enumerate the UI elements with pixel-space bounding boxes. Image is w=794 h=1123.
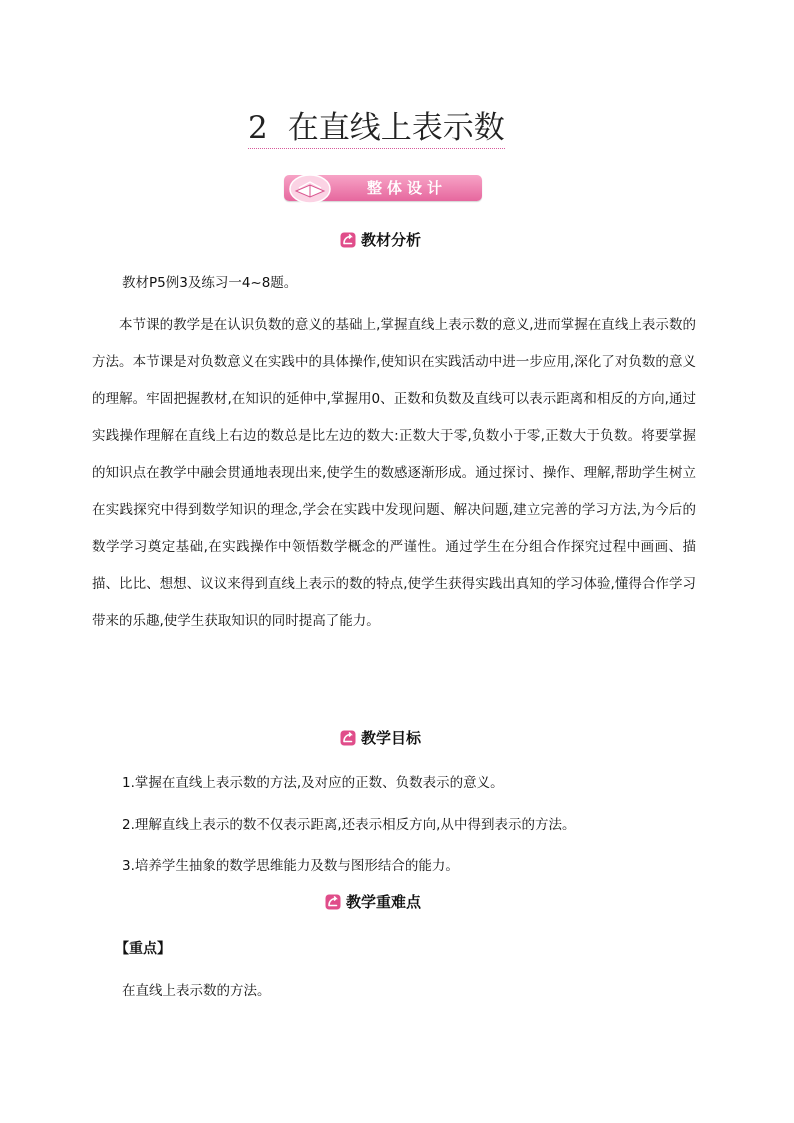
section-heading-text: 教材分析 — [361, 231, 422, 249]
lesson-title: 在直线上表示数 — [287, 110, 505, 146]
section-heading-analysis — [340, 229, 421, 251]
section-heading-objectives — [340, 727, 421, 749]
open-book-icon — [288, 172, 332, 204]
section-heading-text: 教学重难点 — [346, 893, 422, 911]
objective-item: 3.培养学生抽象的数学思维能力及数与图形结合的能力。 — [122, 858, 459, 874]
objective-item: 1.掌握在直线上表示数的方法,及对应的正数、负数表示的意义。 — [122, 775, 504, 791]
arrow-badge-icon — [340, 232, 356, 248]
lesson-number: 2 — [248, 110, 268, 146]
key-point-content: 在直线上表示数的方法。 — [122, 983, 271, 999]
objective-item: 2.理解直线上表示的数不仅表示距离,还表示相反方向,从中得到表示的方法。 — [122, 817, 576, 833]
banner-label: 整体设计 — [366, 179, 447, 197]
arrow-badge-icon — [340, 730, 356, 746]
page-title — [248, 108, 505, 149]
analysis-paragraph: 本节课的教学是在认识负数的意义的基础上,掌握直线上表示数的意义,进而掌握在直线上表示数的方法。本节课是对负数意义在实践中的具体操作,使知识在实践活动中进一步应用,深化了对负数的意义的理解。牢固把握教材,在知识的延伸中,掌握用0、正数和负数及直线可以表示距离和相反的方向,通过实践操作理解在直线上右边的数总是比左边的数大:正数大于零,负数小于零,正数大于负数。将要掌握的知识点在教学中融会贯通地表现出来,使学生的数感逐渐形成。通过探讨、操作、理解,帮助学生树立在实践探究中得到数学知识的理念,学会在实践中发现问题、解决问题,建立完善的学习方法,为今后的数学学习奠定基础,在实践操作中领悟数学概念的严谨性。通过学生在分组合作探究过程中画画、描描、比比、想想、议议来得到直线上表示的数的特点,使学生获得实践出真知的学习体验,懂得合作学习带来的乐趣,使学生获取知识的同时提高了能力。 — [92, 317, 696, 629]
section-heading-key-points — [325, 891, 421, 913]
key-point-label: 【重点】 — [115, 941, 171, 957]
material-reference: 教材P5例3及练习一4~8题。 — [122, 275, 298, 291]
arrow-badge-icon — [325, 894, 341, 910]
section-heading-text: 教学目标 — [361, 729, 422, 747]
overall-design-banner — [284, 175, 482, 201]
